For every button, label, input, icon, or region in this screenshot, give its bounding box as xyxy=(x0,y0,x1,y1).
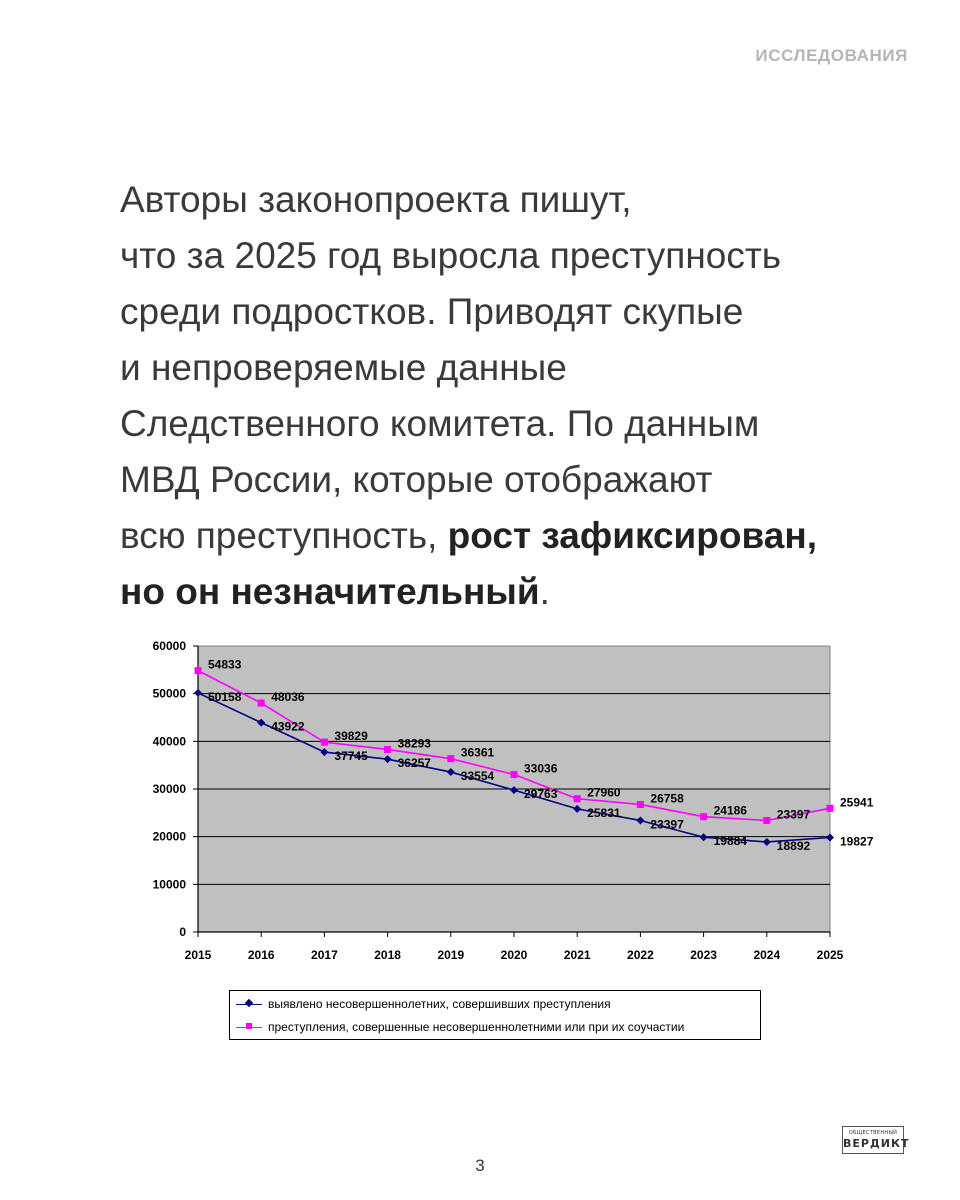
data-label: 25831 xyxy=(587,805,621,820)
data-point-square xyxy=(384,746,391,753)
data-label: 27960 xyxy=(587,785,621,800)
data-label: 26758 xyxy=(650,791,684,806)
legend-item xyxy=(236,996,611,1012)
main-paragraph xyxy=(120,172,950,620)
legend-item xyxy=(236,1019,684,1035)
text-line: Авторы законопроекта пишут, xyxy=(120,179,632,220)
data-label: 25941 xyxy=(840,795,874,810)
legend-swatch-diamond xyxy=(236,998,262,1010)
legend-label: преступления, совершенные несовершеннолетними или при их соучастии xyxy=(268,1020,685,1034)
data-point-square xyxy=(763,817,770,824)
x-tick-label: 2016 xyxy=(247,948,275,962)
data-label: 23397 xyxy=(650,817,684,832)
data-point-square xyxy=(827,805,834,812)
text-line: МВД России, которые отображают xyxy=(120,459,713,500)
chart-container xyxy=(140,632,874,1042)
bold-highlight: рост зафиксирован, xyxy=(447,515,817,556)
data-point-square xyxy=(700,813,707,820)
data-label: 19884 xyxy=(713,834,747,849)
data-label: 23397 xyxy=(776,807,811,822)
text-line: Следственного комитета. По данным xyxy=(120,403,760,444)
line-chart xyxy=(140,632,874,972)
data-point-square xyxy=(574,795,581,802)
y-tick-label: 40000 xyxy=(152,734,186,749)
page-number: 3 xyxy=(475,1156,485,1175)
data-point-square xyxy=(195,667,202,674)
data-label: 43922 xyxy=(271,719,305,734)
data-label: 18892 xyxy=(776,838,811,853)
data-label: 54833 xyxy=(208,657,242,672)
data-label: 38293 xyxy=(397,736,431,751)
data-label: 48036 xyxy=(271,690,305,705)
data-label: 33554 xyxy=(460,769,495,784)
y-tick-label: 20000 xyxy=(152,829,186,844)
x-tick-label: 2020 xyxy=(500,948,528,962)
data-label: 33036 xyxy=(524,761,558,776)
data-label: 36257 xyxy=(397,756,431,771)
logo-top-text: ОБЩЕСТВЕННЫЙ xyxy=(848,1130,898,1136)
brand-logo xyxy=(842,1126,910,1154)
data-label: 37745 xyxy=(334,749,368,764)
data-point-square xyxy=(258,700,265,707)
data-label: 39829 xyxy=(334,729,368,744)
text-line xyxy=(120,564,950,620)
text-line: что за 2025 год выросла преступность xyxy=(120,235,782,276)
data-label: 50158 xyxy=(208,689,242,704)
bold-highlight: но он незначительный xyxy=(120,571,540,612)
data-label: 19827 xyxy=(840,834,874,849)
x-tick-label: 2024 xyxy=(753,948,781,962)
x-tick-label: 2023 xyxy=(690,948,717,962)
data-label: 24186 xyxy=(713,803,747,818)
x-tick-label: 2018 xyxy=(374,948,401,962)
y-tick-label: 0 xyxy=(179,925,186,939)
y-tick-label: 10000 xyxy=(152,877,186,892)
y-tick-label: 60000 xyxy=(152,639,186,653)
logo-main-text: ВЕРДИКТ xyxy=(843,1137,910,1150)
x-tick-label: 2022 xyxy=(627,948,654,962)
data-label: 29763 xyxy=(524,787,558,802)
x-tick-label: 2019 xyxy=(437,948,465,962)
x-tick-label: 2015 xyxy=(184,948,212,962)
data-point-square xyxy=(511,771,518,778)
text-line: и непроверяемые данные xyxy=(120,347,567,388)
text-line xyxy=(120,508,950,564)
chart-legend xyxy=(229,990,761,1040)
data-point-square xyxy=(447,755,454,762)
x-tick-label: 2017 xyxy=(311,948,338,962)
text-line: среди подростков. Приводят скупые xyxy=(120,291,744,332)
legend-label: выявлено несовершеннолетних, совершивших преступления xyxy=(268,997,611,1011)
end-punctuation: . xyxy=(539,571,550,612)
x-tick-label: 2021 xyxy=(563,948,591,962)
y-tick-label: 30000 xyxy=(152,782,186,796)
data-point-square xyxy=(321,739,328,746)
data-point-square xyxy=(637,801,644,808)
x-tick-label: 2025 xyxy=(816,948,844,962)
y-tick-label: 50000 xyxy=(152,686,186,701)
data-label: 36361 xyxy=(460,745,495,760)
section-label: ИССЛЕДОВАНИЯ xyxy=(755,46,908,65)
text-normal: всю преступность, xyxy=(120,515,448,556)
legend-swatch-square xyxy=(236,1021,262,1033)
